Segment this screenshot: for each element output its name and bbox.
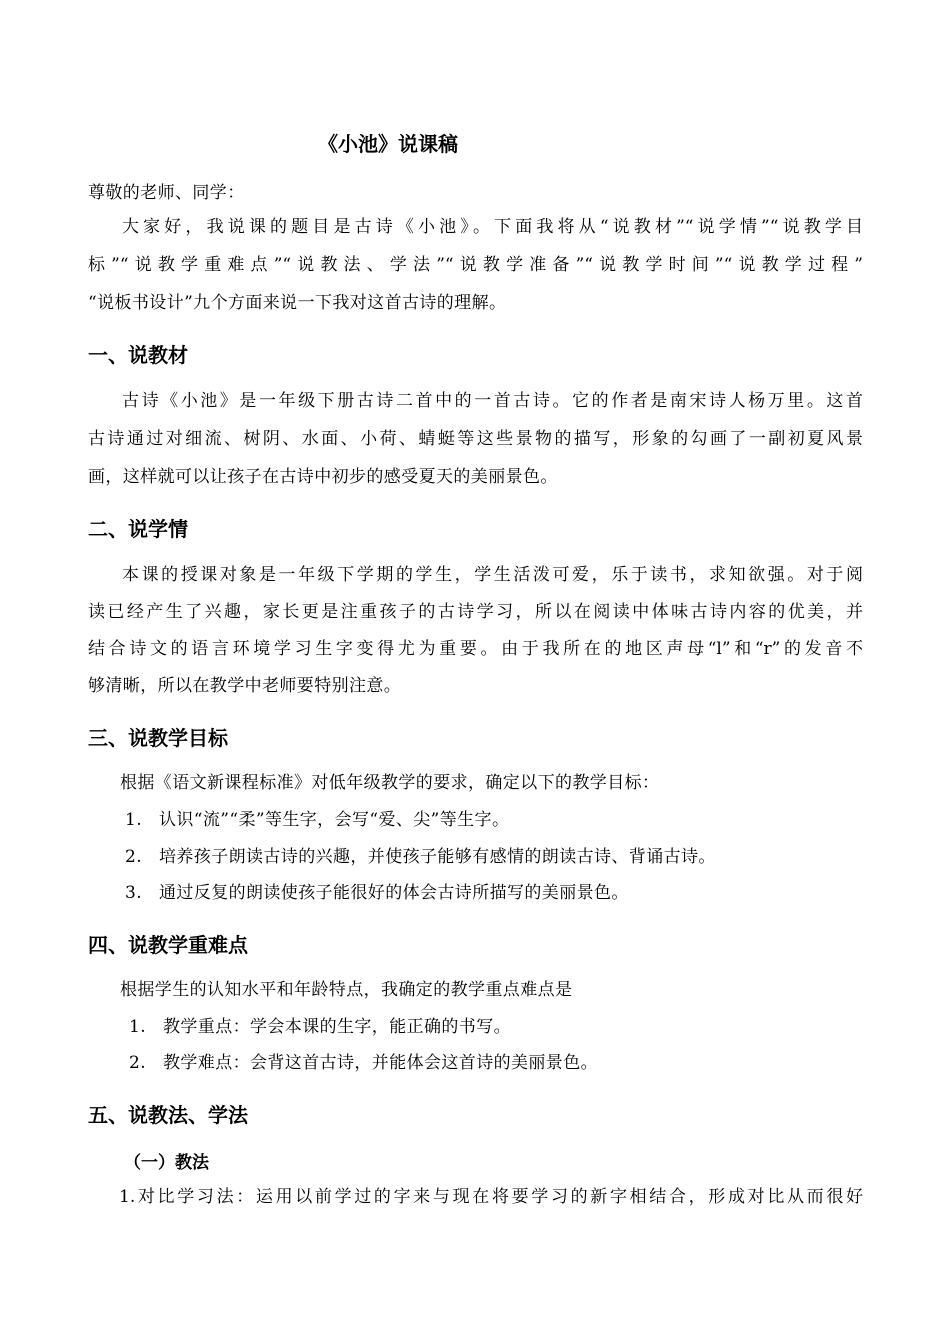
s2-line-1: 本课的授课对象是一年级下学期的学生，学生活泼可爱，乐于读书，求知欲强。对于阅	[122, 565, 863, 585]
list-text: 教学重点：学会本课的生字，能正确的书写。	[163, 1017, 511, 1037]
section-heading-5: 五、说教法、学法	[88, 1103, 248, 1127]
section-heading-4: 四、说教学重难点	[88, 933, 248, 957]
s4-list-item-2	[129, 1051, 598, 1075]
section-heading-1: 一、说教材	[88, 343, 188, 367]
s1-line-3: 画，这样就可以让孩子在古诗中初步的感受夏天的美丽景色。	[88, 467, 558, 487]
s5-line-1: 1.对比学习法：运用以前学过的字来与现在将要学习的新字相结合，形成对比从而很好	[119, 1187, 863, 1207]
intro-line-3: “说板书设计”九个方面来说一下我对这首古诗的理解。	[88, 293, 507, 313]
s3-list-item-3	[125, 881, 629, 905]
list-number: 1.	[125, 810, 143, 830]
list-number: 3.	[125, 883, 143, 903]
list-text: 通过反复的朗读使孩子能很好的体会古诗所描写的美丽景色。	[159, 883, 629, 903]
s3-list-item-2	[125, 845, 716, 869]
list-number: 2.	[125, 847, 143, 867]
list-number: 2.	[129, 1053, 147, 1073]
intro-line-2: 标”“说教学重难点”“说教法、学法”“说教学准备”“说教学时间”“说教学过程”	[88, 255, 863, 275]
list-number: 1.	[129, 1017, 147, 1037]
section-heading-3: 三、说教学目标	[88, 726, 228, 750]
greeting: 尊敬的老师、同学：	[88, 183, 245, 203]
list-text: 认识“流”“柔”等生字，会写“爱、尖”等生字。	[159, 810, 510, 830]
s2-line-4: 够清晰，所以在教学中老师要特别注意。	[88, 676, 402, 696]
intro-line-1: 大家好，我说课的题目是古诗《小池》。下面我将从“说教材”“说学情”“说教学目	[122, 217, 863, 237]
section-heading-2: 二、说学情	[88, 517, 188, 541]
s1-line-1: 古诗《小池》是一年级下册古诗二首中的一首古诗。它的作者是南宋诗人杨万里。这首	[122, 391, 863, 411]
s2-line-2: 读已经产生了兴趣，家长更是注重孩子的古诗学习，所以在阅读中体味古诗内容的优美，并	[88, 602, 863, 622]
page-title: 《小池》说课稿	[318, 132, 458, 156]
list-text: 培养孩子朗读古诗的兴趣，并使孩子能够有感情的朗读古诗、背诵古诗。	[159, 847, 716, 867]
s5-subheading: （一）教法	[124, 1153, 209, 1173]
s3-lead: 根据《语文新课程标准》对低年级教学的要求，确定以下的教学目标：	[120, 773, 660, 793]
s3-list-item-1	[125, 808, 509, 832]
s1-line-2: 古诗通过对细流、树阴、水面、小荷、蜻蜓等这些景物的描写，形象的勾画了一副初夏风景	[88, 429, 863, 449]
s2-line-3: 结合诗文的语言环境学习生字变得尤为重要。由于我所在的地区声母“l”和“r”的发音不	[88, 639, 863, 659]
s4-list-item-1	[129, 1015, 511, 1039]
list-text: 教学难点：会背这首古诗，并能体会这首诗的美丽景色。	[163, 1053, 598, 1073]
s4-lead: 根据学生的认知水平和年龄特点，我确定的教学重点难点是	[120, 980, 573, 1000]
